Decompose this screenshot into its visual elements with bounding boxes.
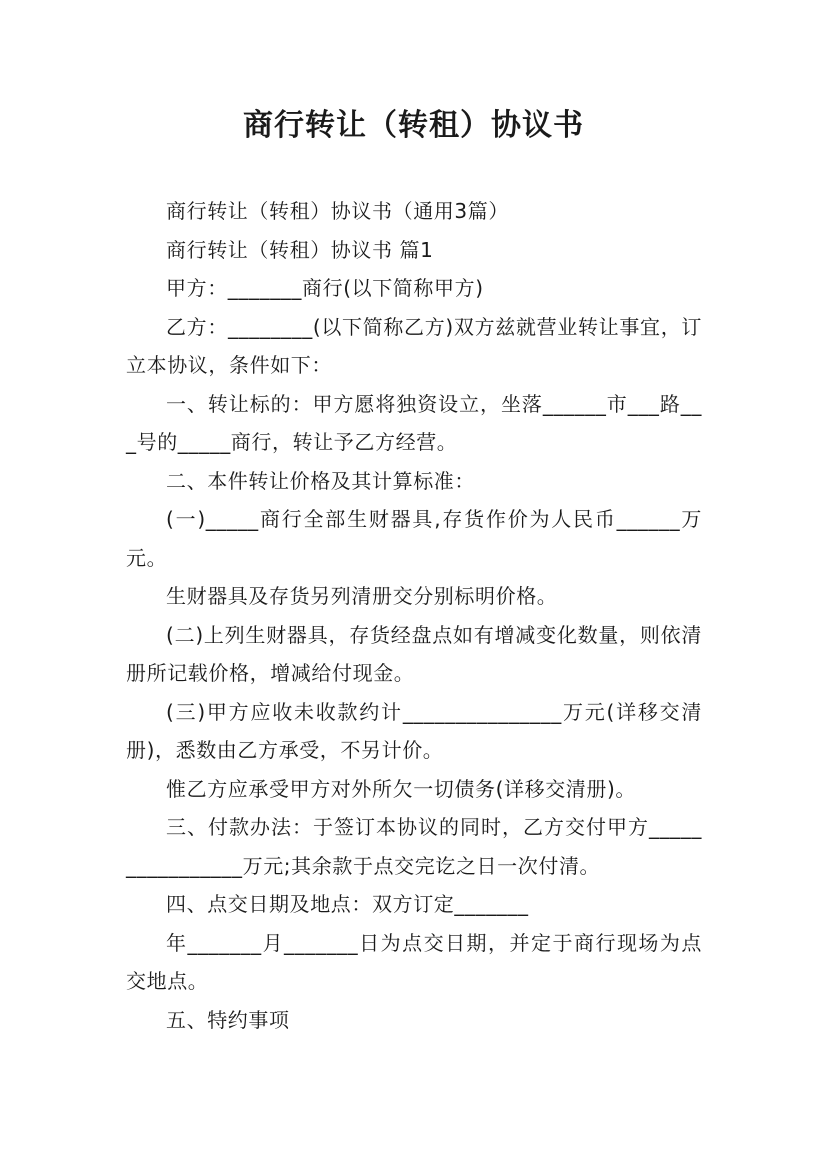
document-title: 商行转让（转租）协议书 bbox=[243, 108, 584, 143]
paragraph-clause-4-date: 年_______月_______日为点交日期，并定于商行现场为点交地点。 bbox=[126, 930, 702, 993]
paragraph-clause-2: 二、本件转让价格及其计算标准： bbox=[166, 468, 475, 493]
paragraph-subtitle: 商行转让（转租）协议书（通用3篇） bbox=[166, 199, 509, 223]
paragraph-party-a: 甲方：_______商行(以下简称甲方) bbox=[166, 276, 484, 300]
paragraph-section-heading: 商行转让（转租）协议书 篇1 bbox=[166, 237, 434, 262]
paragraph-clause-2-1: (一)_____商行全部生财器具,存货作价为人民币______万元。 bbox=[126, 507, 702, 570]
paragraph-clause-4: 四、点交日期及地点：双方订定_______ bbox=[166, 892, 529, 916]
paragraph-clause-5: 五、特约事项 bbox=[166, 1007, 290, 1032]
paragraph-inventory-note: 生财器具及存货另列清册交分别标明价格。 bbox=[166, 584, 558, 608]
paragraph-clause-2-2: (二)上列生财器具，存货经盘点如有增减变化数量，则依清册所记载价格，增减给付现金。 bbox=[126, 622, 702, 685]
paragraph-clause-1: 一、转让标的：甲方愿将独资设立，坐落______市___路___号的_____商行，转让予乙方经营。 bbox=[126, 391, 702, 454]
document-body bbox=[126, 192, 702, 1039]
paragraph-clause-2-3: (三)甲方应收未收款约计_______________万元(详移交清册)，悉数由乙方承受，不另计价。 bbox=[126, 699, 702, 762]
paragraph-party-b: 乙方：________(以下简称乙方)双方兹就营业转让事宜，订立本协议，条件如下： bbox=[126, 314, 702, 377]
paragraph-clause-3: 三、付款办法：于签订本协议的同时，乙方交付甲方________________万元;其余款于点交完讫之日一次付清。 bbox=[126, 815, 702, 878]
paragraph-debt-note: 惟乙方应承受甲方对外所欠一切债务(详移交清册)。 bbox=[166, 776, 637, 801]
